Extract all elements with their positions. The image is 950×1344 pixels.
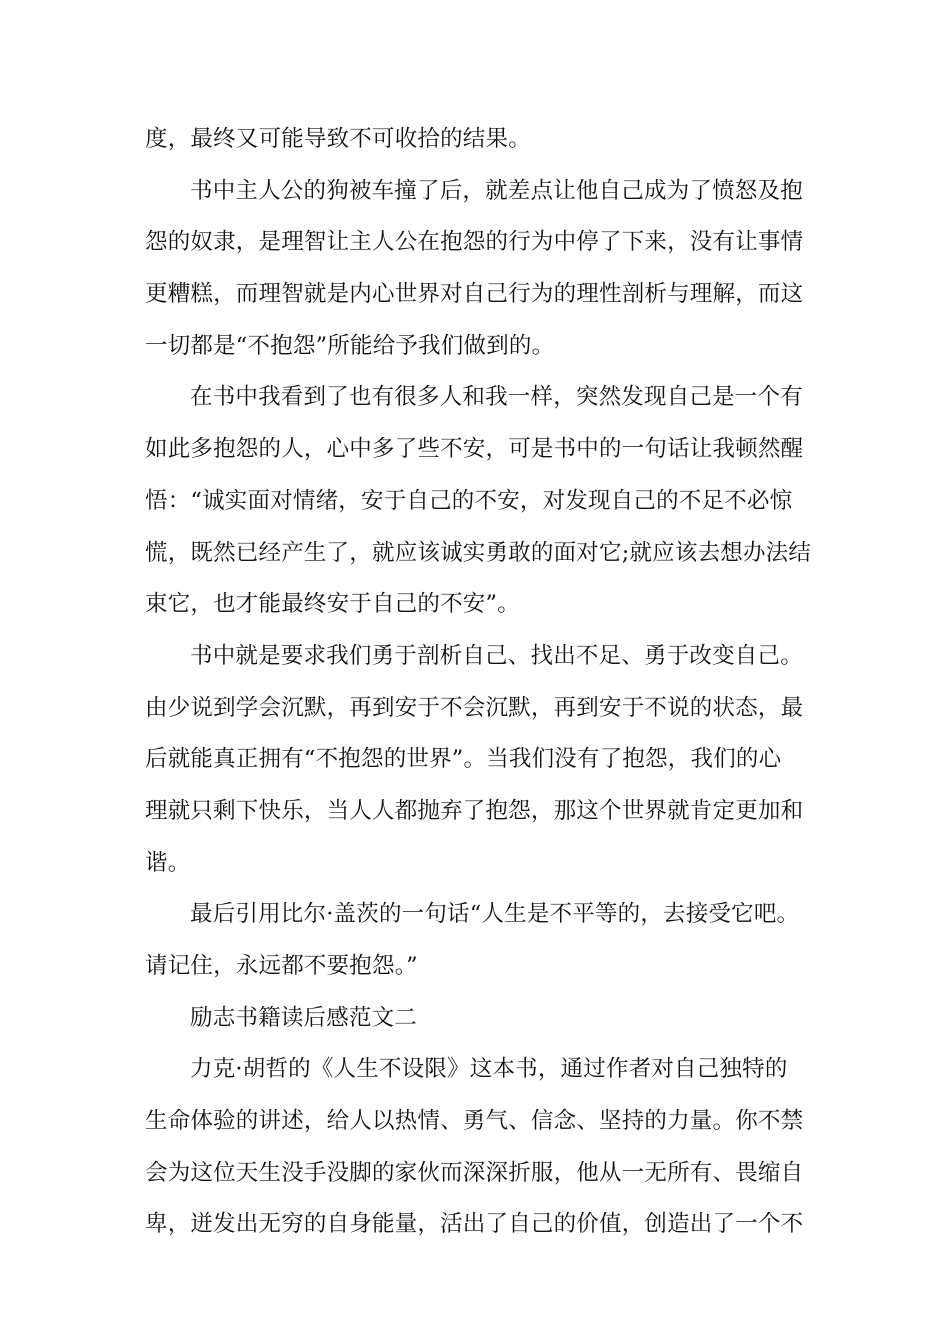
text-line: 更糟糕，而理智就是内心世界对自己行为的理性剖析与理解，而这 (145, 281, 804, 308)
text-line: 后就能真正拥有“不抱怨的世界”。当我们没有了抱怨，我们的心 (145, 746, 782, 773)
section-heading: 励志书籍读后感范文二 (190, 1004, 418, 1031)
text-line: 由少说到学会沉默，再到安于不会沉默，再到安于不说的状态，最 (145, 694, 804, 721)
text-line: 怨的奴隶，是理智让主人公在抱怨的行为中停了下来，没有让事情 (145, 229, 804, 256)
text-line: 一切都是“不抱怨”所能给予我们做到的。 (145, 332, 555, 359)
text-line: 慌，既然已经产生了，就应该诚实勇敢的面对它;就应该去想办法结 (145, 539, 812, 566)
text-line: 会为这位天生没手没脚的家伙而深深折服，他从一无所有、畏缩自 (145, 1159, 804, 1186)
text-line: 束它，也才能最终安于自己的不安”。 (145, 591, 520, 618)
text-line: 请记住，永远都不要抱怨。” (145, 953, 418, 979)
paragraph-start-line: 书中主人公的狗被车撞了后，就差点让他自己成为了愤怒及抱 (190, 177, 803, 204)
text-line: 谐。 (145, 849, 191, 876)
text-line: 卑，迸发出无穷的自身能量，活出了自己的价值，创造出了一个不 (145, 1211, 804, 1238)
paragraph-start-line: 力克·胡哲的《人生不设限》这本书，通过作者对自己独特的 (190, 1056, 788, 1083)
text-line: 度，最终又可能导致不可收拾的结果。 (145, 126, 531, 152)
text-line: 生命体验的讲述，给人以热情、勇气、信念、坚持的力量。你不禁 (145, 1108, 804, 1135)
paragraph-start-line: 最后引用比尔·盖茨的一句话“人生是不平等的，去接受它吧。 (190, 901, 800, 928)
paragraph-start-line: 书中就是要求我们勇于剖析自己、找出不足、勇于改变自己。 (190, 642, 803, 669)
document-body (145, 114, 810, 1251)
text-line: 理就只剩下快乐，当人人都抛弃了抱怨，那这个世界就肯定更加和 (145, 797, 804, 824)
text-line: 如此多抱怨的人，心中多了些不安，可是书中的一句话让我顿然醒 (145, 436, 804, 463)
paragraph-start-line: 在书中我看到了也有很多人和我一样，突然发现自己是一个有 (190, 384, 803, 411)
text-line: 悟：“诚实面对情绪，安于自己的不安，对发现自己的不足不必惊 (145, 487, 793, 514)
